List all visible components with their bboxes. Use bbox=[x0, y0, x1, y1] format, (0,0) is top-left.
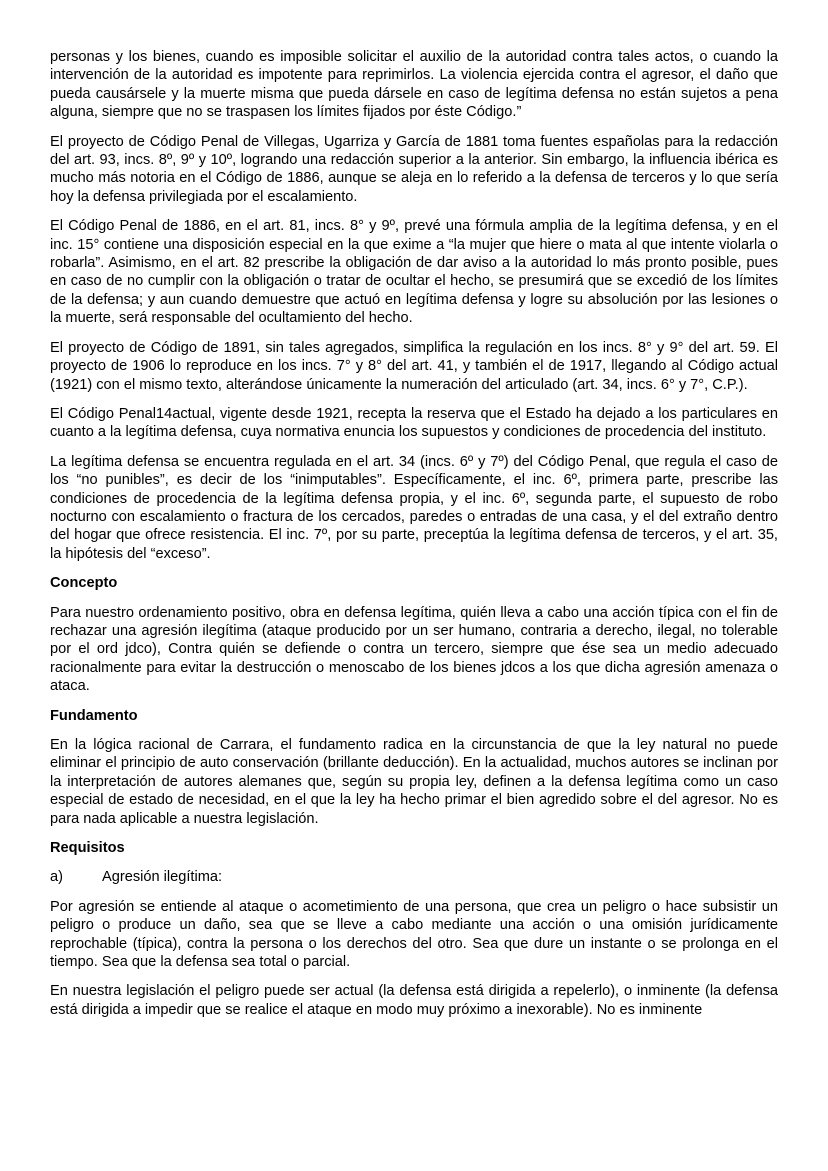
section-heading-concepto: Concepto bbox=[50, 575, 118, 592]
paragraph-art-34-regulation: La legítima defensa se encuentra regulada en el art. 34 (incs. 6º y 7º) del Código Penal, que regula el caso de los “no punibles”, es decir de los “inimputables”. Específicamente, el inc. 6º, primera parte, prescribe las condiciones de procedencia de la legítima defensa propia, y el inc. 6º, segunda parte, el supuesto de robo nocturno con escalamiento o fractura de los cercados, paredes o entradas de una casa, y el del extraño dentro del hogar que ofrece resistencia. El inc. 7º, por su parte, preceptúa la legítima defensa de terceros, y el art. 35, la hipótesis del “exceso”. bbox=[50, 453, 778, 562]
paragraph-peligro-actual-inminente: En nuestra legislación el peligro puede ser actual (la defensa está dirigida a repelerlo), o inminente (la defensa está dirigida a impedir que se realice el ataque en modo muy próximo a inexorable). No es inminente bbox=[50, 983, 778, 1018]
paragraph-codigo-actual: El Código Penal14actual, vigente desde 1921, recepta la reserva que el Estado ha dejado a los particulares en cuanto a la legítima defensa, cuya normativa enuncia los supuestos y condiciones de procedencia del instituto. bbox=[50, 405, 778, 441]
paragraph-agresion-definition: Por agresión se entiende al ataque o acometimiento de una persona, que crea un peligro o hace subsistir un peligro o produce un daño, sea que se lleve a cabo mediante una acción o una omisión jurídicamente reprochable (típica), contra la persona o los derechos del otro. Sea que dure un instante o se prolonga en el tiempo. Sea que la defensa sea total o parcial. bbox=[50, 898, 778, 971]
paragraph-concepto: Para nuestro ordenamiento positivo, obra en defensa legítima, quién lleva a cabo una acción típica con el fin de rechazar una agresión ilegítima (ataque producido por un ser humano, contraria a derecho, ilegal, no tolerable por el ord jdco), Contra quién se defiende o contra un tercero, siempre que ése sea un medio adecuado racionalmente para evitar la destrucción o menoscabo de los bienes jdcos a los que dicha agresión amenaza o ataca. bbox=[50, 604, 778, 695]
section-heading-fundamento: Fundamento bbox=[50, 707, 138, 724]
paragraph-fundamento: En la lógica racional de Carrara, el fundamento radica en la circunstancia de que la ley natural no puede eliminar el principio de auto conservación (brillante deducción). En la actualidad, muchos autores se inclinan por la interpretación de autores alemanes que, según su propia ley, definen a la defensa legítima como un caso especial de estado de necesidad, en el que la ley ha hecho primar el bien agredido sobre el del agresor. No es para nada aplicable a nuestra legislación. bbox=[50, 737, 778, 827]
list-marker: a) bbox=[50, 869, 63, 886]
paragraph-proyecto-1891: El proyecto de Código de 1891, sin tales agregados, simplifica la regulación en los incs. 8° y 9° del art. 59. El proyecto de 1906 lo reproduce en los incs. 7° y 8° del art. 41, y también el de 1917, llegando al Código actual (1921) con el mismo texto, alterándose únicamente la numeración del articulado (art. 34, incs. 6° y 7°, C.P.). bbox=[50, 339, 778, 393]
section-heading-requisitos: Requisitos bbox=[50, 840, 125, 857]
paragraph-codigo-1886: El Código Penal de 1886, en el art. 81, incs. 8° y 9º, prevé una fórmula amplia de la legítima defensa, y en el inc. 15° contiene una disposición especial en la que exime a “la mujer que hiere o mata al que intente violarla o robarla”. Asimismo, en el art. 82 prescribe la obligación de dar aviso a la autoridad lo más pronto posible, pues en caso de no cumplir con la obligación o tratar de ocultar el hecho, se presumirá que se excedió de los límites de la defensa; y aun cuando demuestre que actuó en legítima defensa y logre su absolución por las lesiones o la muerte, será responsable del ocultamiento del hecho. bbox=[50, 218, 778, 327]
paragraph-art-definition-continued: personas y los bienes, cuando es imposible solicitar el auxilio de la autoridad contra tales actos, o cuando la intervención de la autoridad es impotente para reprimirlos. La violencia ejercida contra el agresor, el daño que pueda causársele y la muerte misma que pueda dársele en caso de legítima defensa no están sujetos a pena alguna, siempre que no se traspasen los límites fijados por éste Código.” bbox=[50, 49, 778, 121]
list-item-label: Agresión ilegítima: bbox=[102, 869, 223, 886]
paragraph-proyecto-1881: El proyecto de Código Penal de Villegas, Ugarriza y García de 1881 toma fuentes españolas para la redacción del art. 93, incs. 8º, 9º y 10º, logrando una redacción superior a la anterior. Sin embargo, la influencia ibérica es mucho más notoria en el Código de 1886, aunque se aleja en lo referido a la defensa de terceros y lo que sería hoy la defensa privilegiada por el escalamiento. bbox=[50, 133, 778, 205]
list-item-agresion-ilegitima bbox=[50, 868, 778, 886]
